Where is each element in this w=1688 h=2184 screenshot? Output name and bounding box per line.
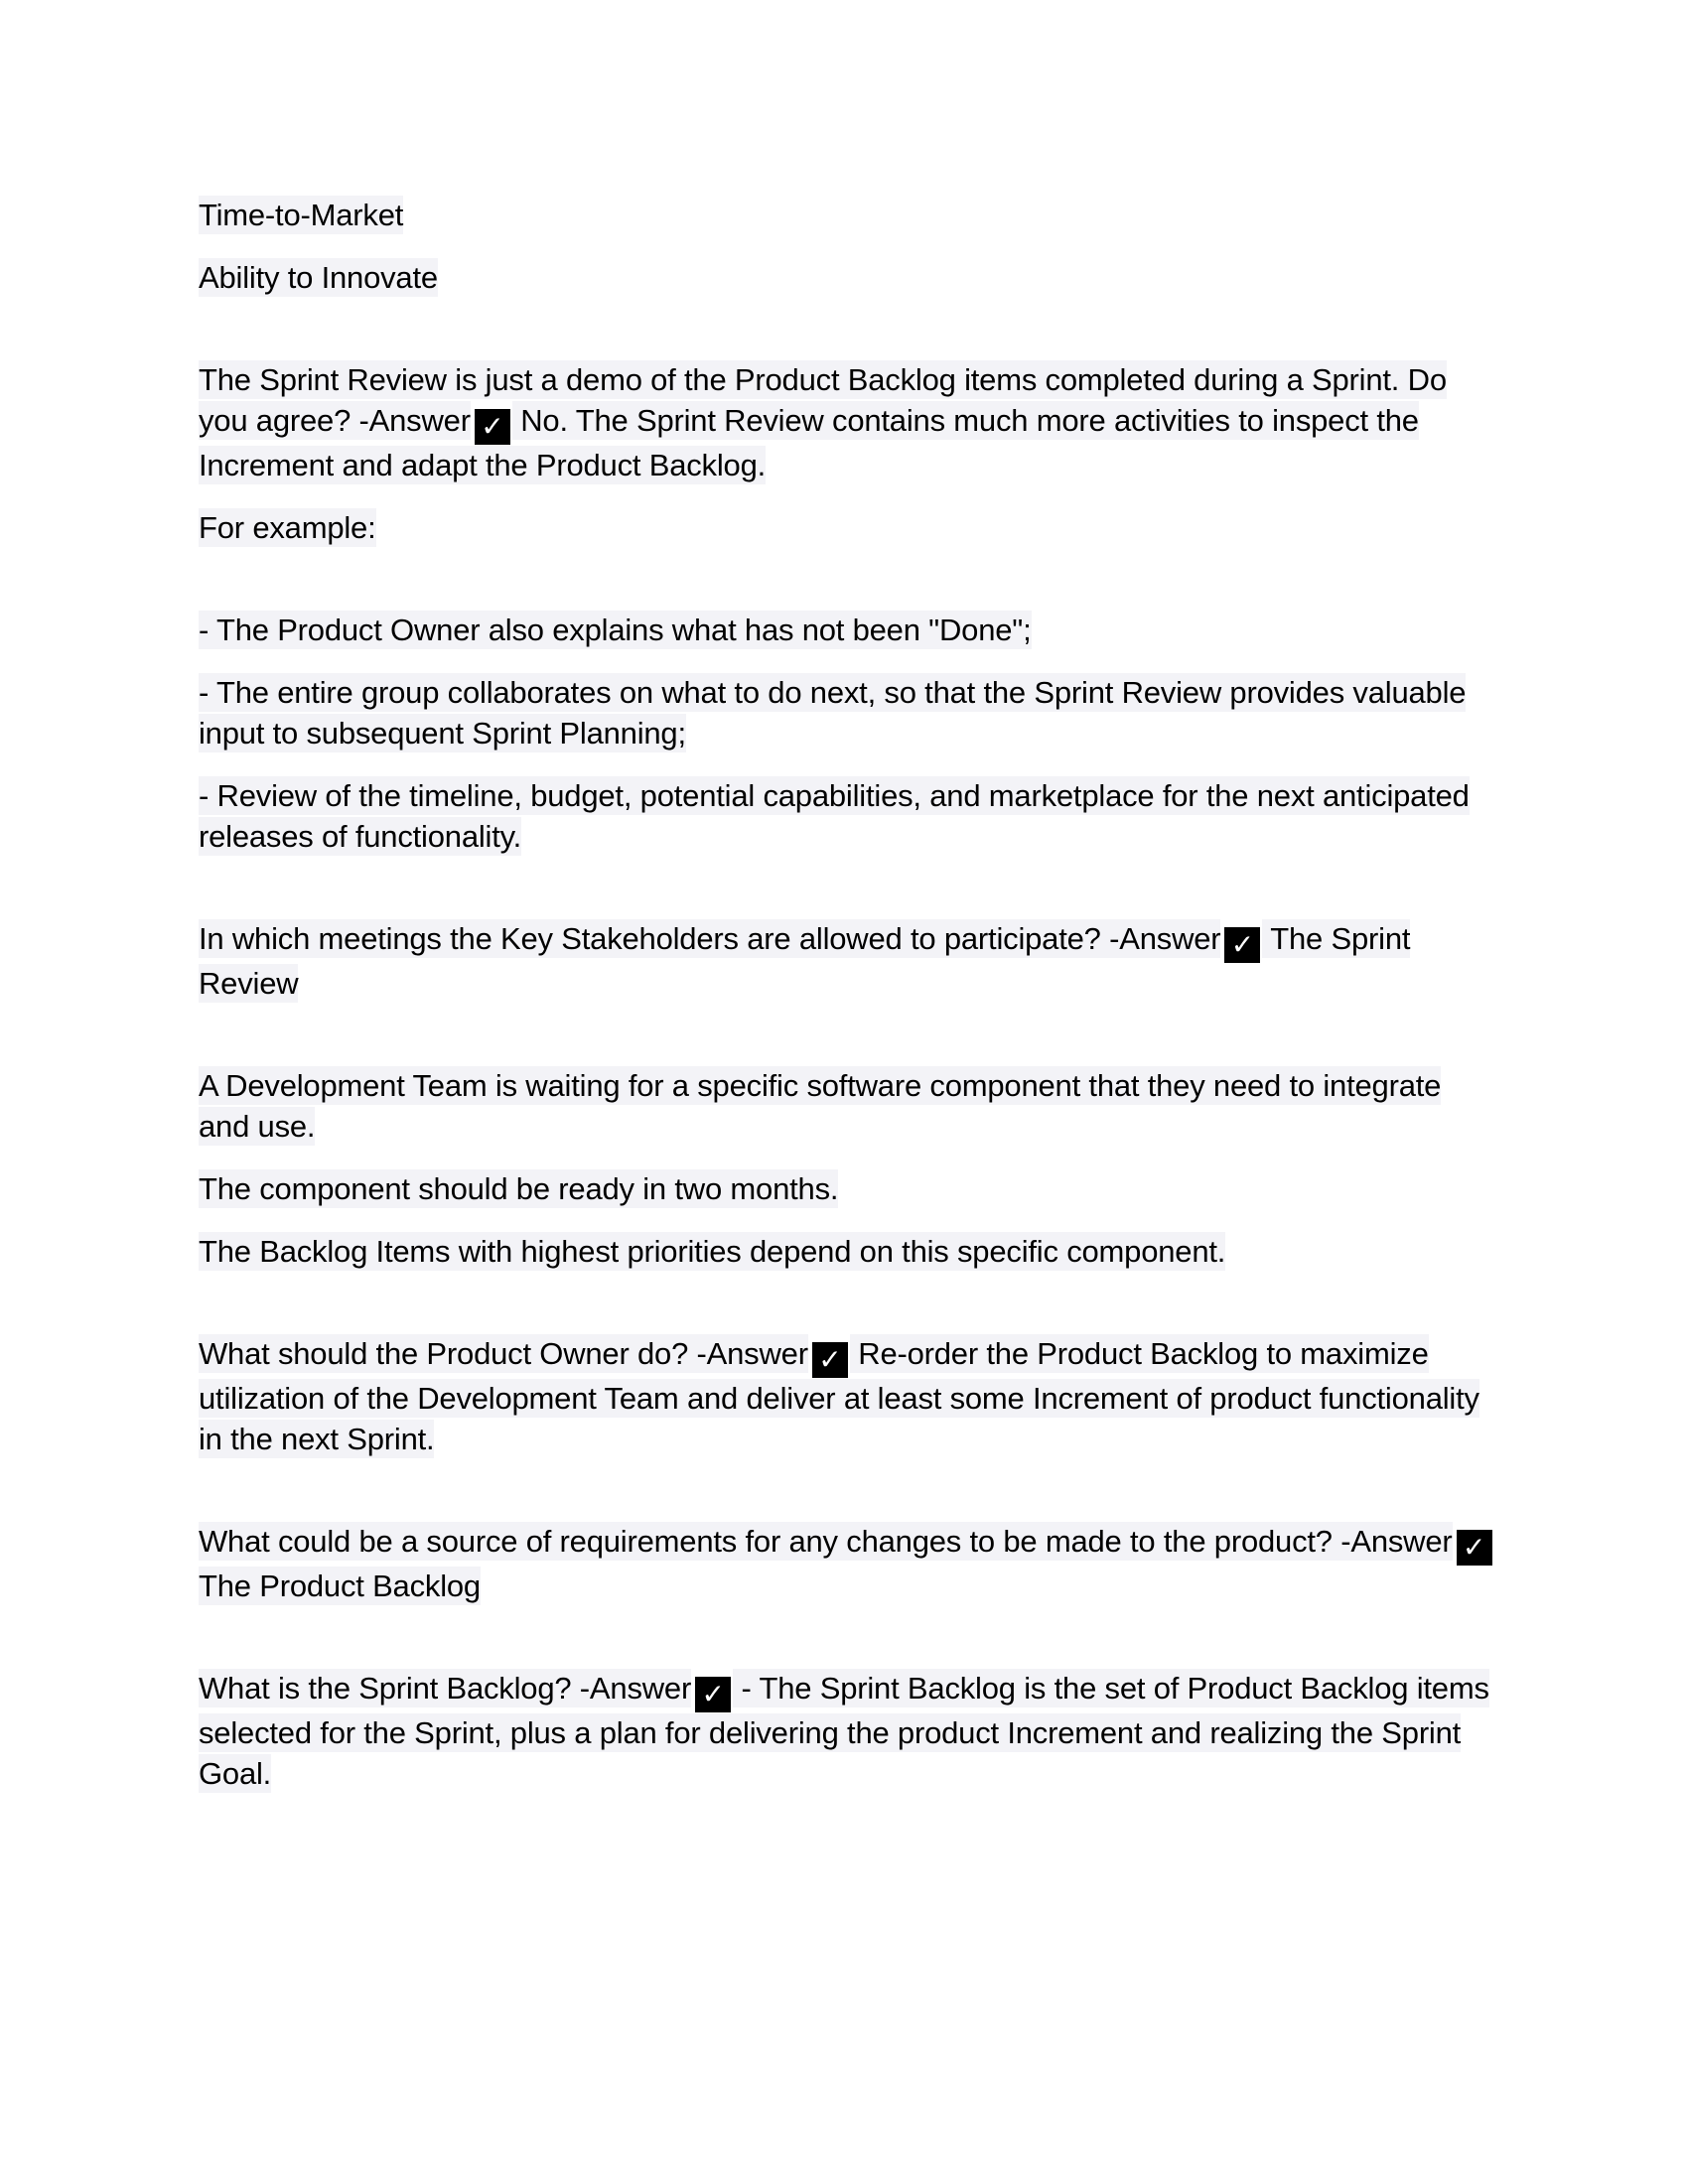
example-item-1: - The Product Owner also explains what has not been "Done";	[199, 613, 1032, 647]
example-item-3: - Review of the timeline, budget, potential capabilities, and marketplace for the next anticipated releases of functionality.	[199, 778, 1470, 854]
question-sprint-review-demo	[199, 359, 1499, 485]
question-text: What could be a source of requirements for any changes to be made to the product? -Answer	[199, 1524, 1453, 1559]
example-label: For example:	[199, 510, 376, 545]
scenario-paragraph-2: The component should be ready in two months.	[199, 1171, 839, 1206]
example-item-2: - The entire group collaborates on what to do next, so that the Sprint Review provides valuable input to subsequent Sprint Planning;	[199, 675, 1467, 751]
question-sprint-backlog	[199, 1668, 1499, 1794]
check-mark-icon: ✓	[475, 409, 510, 445]
check-mark-icon: ✓	[1224, 927, 1260, 963]
check-mark-icon: ✓	[812, 1342, 848, 1378]
answer-text: The Sprint Review	[199, 921, 1411, 1001]
question-text: In which meetings the Key Stakeholders are allowed to participate? -Answer	[199, 921, 1221, 956]
question-source-of-requirements	[199, 1521, 1499, 1606]
answer-text: The Product Backlog	[199, 1569, 481, 1603]
check-mark-icon: ✓	[1457, 1530, 1492, 1566]
answer-text: Re-order the Product Backlog to maximize utilization of the Development Team and deliver at least some Increment of product functionality in the next Sprint.	[199, 1336, 1479, 1456]
scenario-paragraph-1: A Development Team is waiting for a specific software component that they need to integrate and use.	[199, 1068, 1442, 1144]
answer-text: - The Sprint Backlog is the set of Product Backlog items selected for the Sprint, plus a plan for delivering the product Increment and realizing the Sprint Goal.	[199, 1671, 1489, 1791]
question-text: What is the Sprint Backlog? -Answer	[199, 1671, 692, 1706]
scenario-paragraph-3: The Backlog Items with highest priorities depend on this specific component.	[199, 1234, 1226, 1269]
line-time-to-market: Time-to-Market	[199, 198, 404, 232]
question-product-owner-action	[199, 1333, 1499, 1459]
check-mark-icon: ✓	[695, 1677, 731, 1712]
line-ability-to-innovate: Ability to Innovate	[199, 260, 438, 295]
document-page	[199, 195, 1499, 1816]
answer-text: No. The Sprint Review contains much more activities to inspect the Increment and adapt the Product Backlog.	[199, 403, 1419, 482]
question-text: What should the Product Owner do? -Answer	[199, 1336, 808, 1371]
question-text: The Sprint Review is just a demo of the Product Backlog items completed during a Sprint. Do you agree? -Answer	[199, 362, 1447, 438]
question-key-stakeholders	[199, 918, 1499, 1004]
